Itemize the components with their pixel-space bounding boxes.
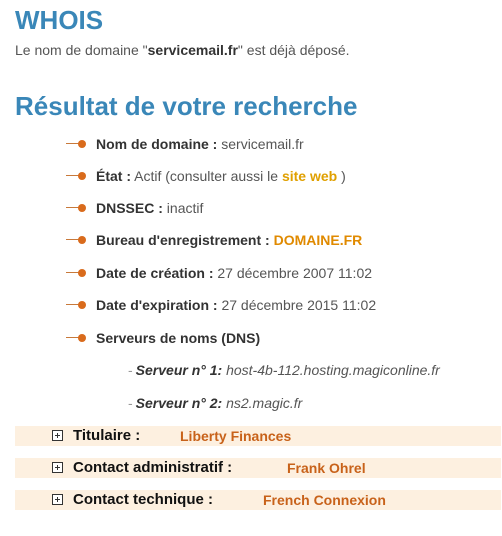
server-1-label: Serveur n° 1:: [135, 362, 223, 378]
dash-icon: -: [128, 395, 133, 411]
bullet-icon: [66, 272, 88, 274]
contact-tech-value: French Connexion: [263, 492, 386, 508]
intro-prefix: Le nom de domaine ": [15, 42, 148, 58]
bullet-icon: [66, 239, 88, 241]
server-2-label: Serveur n° 2:: [135, 395, 223, 411]
intro-suffix: " est déjà déposé.: [237, 42, 350, 58]
state-label: État :: [96, 168, 131, 184]
contact-admin-value: Frank Ohrel: [287, 460, 366, 476]
contact-tech-toggle[interactable]: [15, 490, 501, 510]
contact-admin-label: Contact administratif :: [73, 459, 233, 476]
plus-box-icon[interactable]: [52, 494, 63, 505]
plus-box-icon[interactable]: [52, 430, 63, 441]
dnssec-label: DNSSEC :: [96, 200, 163, 216]
dash-icon: -: [128, 362, 133, 378]
domain-value: servicemail.fr: [221, 136, 304, 152]
registrar-link[interactable]: DOMAINE.FR: [273, 232, 363, 248]
server-row-1: [128, 360, 440, 380]
bullet-icon: [66, 304, 88, 306]
registrar-label: Bureau d'enregistrement :: [96, 232, 270, 248]
server-2-value: ns2.magic.fr: [226, 395, 303, 411]
state-value: Actif (consulter aussi le: [134, 168, 279, 184]
website-link[interactable]: site web: [281, 168, 338, 184]
whois-title: WHOIS: [15, 5, 104, 35]
expiry-value: 27 décembre 2015 11:02: [221, 297, 377, 313]
bullet-icon: [66, 207, 88, 209]
domain-label: Nom de domaine :: [96, 136, 218, 152]
expiry-label: Date d'expiration :: [96, 297, 218, 313]
bullet-icon: [66, 337, 88, 339]
bullet-icon: [66, 175, 88, 177]
contact-admin-toggle[interactable]: [15, 458, 501, 478]
contact-tech-label: Contact technique :: [73, 491, 214, 508]
bullet-icon: [66, 143, 88, 145]
intro-text: [15, 41, 350, 59]
contact-holder-toggle[interactable]: [15, 426, 501, 446]
dnssec-value: inactif: [166, 200, 204, 216]
contact-holder-label: Titulaire :: [73, 427, 141, 444]
server-row-2: [128, 393, 302, 413]
contact-holder-value: Liberty Finances: [180, 428, 292, 444]
intro-domain: servicemail.fr: [147, 42, 238, 58]
dns-label: Serveurs de noms (DNS): [96, 330, 261, 346]
state-suffix: ): [341, 168, 346, 184]
created-label: Date de création :: [96, 265, 214, 281]
plus-box-icon[interactable]: [52, 462, 63, 473]
created-value: 27 décembre 2007 11:02: [217, 265, 373, 281]
server-1-value: host-4b-112.hosting.magiconline.fr: [226, 362, 440, 378]
result-title: Résultat de votre recherche: [15, 91, 358, 121]
